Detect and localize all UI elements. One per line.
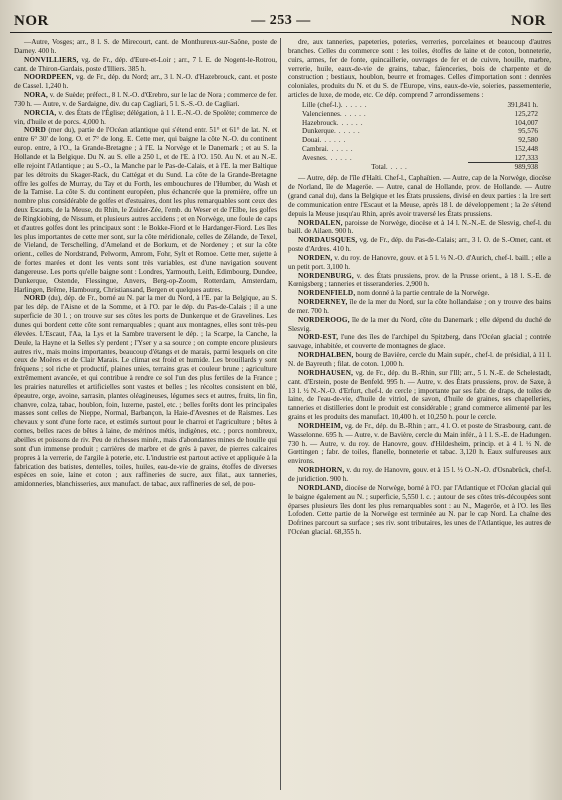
entry-text: bourg de Bavière, cercle du Main supér., chef-l. de présidial, à 11 l. N. de Bayreuth ; filat. de coton. 1,000 h. (288, 351, 551, 368)
dictionary-entry (14, 126, 277, 294)
population-row: Cambrai...... 152,448 (302, 144, 538, 153)
dictionary-entry (288, 333, 551, 351)
entry-text: (du), dép. de Fr., borné au N. par la mer du Nord, à l'E. par la Belgique, au S. par les dép. de l'Aisne et de la Somme, et à l'O. par le dép. du Pas-de-Calais ; il a une superficie de 30 l. ; on trouve sur ses côtes les ports de Dunkerque et de Gravelines. Les dunes qui bordent cette côte sont remarquables ; quant aux montagnes, elles sont très-peu élevées. L'Escaut, l'Aa, la Lys et la Sambre traversent le dép. ; la Scarpe, la Canche, la Deule, la Hayne et la Selles s'y perdent ; l'Yser y a sa source ; on compte encore plusieurs autres riv., mais moins importantes, beaucoup d'étangs et de marais, parmi lesquels on cite ceux de Moëres et de Clair Marais. Le climat est froid et humide. Les brouillards y sont fréquens ; sol riche et productif, plaines unies, terrains gras et couleur brune ; agriculture extrêmement avancée, et qui contribue à rendre ce sol l'un des plus fertiles de la France ; les prairies naturelles et artificielles sont vastes et belles ; les récoltes consistent en blé, épeautre, orge, avoine, sarrasin, plantes oléagineuses, légumes secs et autres, fruits, lin fin, chanvre, colza, tabac, houblon, foin, luzerne, pastel, etc. ; belles forêts dont les principales masses sont celles de Nieppe, Normal, Barbançon, la Haie-d'Avesnes et de Raismes. Les chevaux y sont d'une forte race, et estimés surtout pour le charroi et l'agriculture ; bêtes à cornes, belles races de bêtes à laine, de mérinos métis, indigènes, etc. ; porcs nombreux, abeilles et poissons de riv. Peu de richesses minér., mais d'abondantes mines de houille qui sont d'un immense produit ; carrières de marbre et de grès à paver, de pierres calcaires propres à la verrerie, de l'argile à poterie, etc. L'industrie est partout active et appliquée à la fabrication des batistes, dentelles, toiles, huiles, eau-de-vie de grains, étoffes de diverses espèces en soie, laine et coton ; aux raffineries de sucre, aux filat., aux tanneries, amidonneries, blanchisseries, aux manufact. de tabac, aux raffineries de sel, de pou- (14, 294, 277, 489)
dictionary-entry (14, 109, 277, 127)
page-number: — 253 — (251, 13, 311, 28)
dictionary-entry (288, 254, 551, 272)
page-header (0, 10, 562, 32)
dictionary-entry (288, 219, 551, 237)
arrondissement-name: Avesnes (302, 153, 326, 162)
entry-text: — Autre, dép. de l'île d'Haïti. Chef-l., Caphaïtien. — Autre, cap de la Norwège, diocèse de Norland, île de Mageröe. — Autre, canal de Hollande, prov. de Hollande. — Autre (grand canal du), dans la Belgique et les États prussiens, divisé en deux parties : la 1re sert de communication entre l'Escaut et la Meuse, après 18 l. de développement ; la 2e s'étend depuis la Meuse jusqu'au Rhin, après avoir traversé les États prussiens. (288, 174, 551, 218)
arrondissement-name: Lille (chef-l.) (302, 100, 341, 109)
entry-text: v. de Suède; préfect., 8 l. N.-O. d'Œrebro, sur le lac de Nora ; commerce de fer. 730 h. — Autre, v. de Sardaigne, div. du cap Cagliari, 5 l. S.-S.-O. de Cagliari. (14, 91, 277, 108)
header-right-catchword: NOR (511, 13, 546, 29)
entry-text: v. des États prussiens, prov. de la Prusse orient., à 18 l. S.-E. de Kœnigsberg ; tanneries et tisseranderies. 2,900 h. (288, 271, 551, 289)
entry-headword: NORDLAND, (298, 483, 344, 492)
arrondissement-name: Valenciennes (302, 109, 340, 118)
right-column-entries (288, 174, 551, 537)
entry-text: vg. de Fr., dép. du B.-Rhin ; arr., 4 l. O. et poste de Strasbourg, cant. de Wasselonne. 695 h. — Autre, v. de Bavière, cercle du Main infér., à 1 l. S.-E. de Hadungen. 730 h. — Autre, v. du roy. de Hanovre, gouv. d'Hildesheim, princip. et à 4 l. ½ N. de Gœttingen ; fabr. de toiles, flanelle, bonneterie et tabac. 3,120 h. Eaux sulfureuses aux environs. (288, 421, 551, 466)
dictionary-entry (14, 73, 277, 91)
arrondissement-name: Hazebrouck (302, 118, 337, 127)
dictionary-entry (288, 466, 551, 484)
entry-headword: NORDHEIM, (298, 421, 343, 430)
entry-headword: NORDERNEY, (298, 298, 348, 307)
dictionary-entry (288, 174, 551, 218)
entry-text: île de la mer du Nord, côte du Danemark ; elle dépend du duché de Slesvig. (288, 315, 551, 333)
entry-headword: NORDEROOG, (298, 315, 350, 324)
arrondissement-population: 152,448 (514, 144, 538, 153)
right-column (288, 38, 551, 788)
population-row: Avesnes...... 127,333 (302, 153, 538, 162)
population-row: Hazebrouck...... 104,007 (302, 118, 538, 127)
entry-text: v. des États de l'Église; délégation, à 1 l. E.-N.-O. de Spolète; commerce de vin, d'huile et de porcs. 4,000 h. (14, 108, 277, 126)
entry-headword: NORD (24, 126, 46, 135)
arrondissement-population: 95,576 (518, 127, 538, 136)
population-row: Dunkerque...... 95,576 (302, 127, 538, 136)
entry-headword: NORDHORN, (298, 466, 345, 475)
arrondissement-population: 125,272 (514, 109, 538, 118)
dictionary-entry (288, 369, 551, 422)
entry-text: diocèse de Norwège, borné à l'O. par l'Atlantique et l'Océan glacial qui le baigne également au N. ; superficie, 5,550 l. c. ; autour de ses côtes très-découpées sont éparses plusieurs îles dont les plus remarquables sont : au N., Mageröe, et à l'O. les îles Lofoden. Cette partie de la Norwège est terminée au N. par le cap Nord. La chaîne des Dofrines parcourt sa surface ; ses riv. sont tributaires, les unes de l'Atlantique, les autres de l'Océan glacial. 68,355 h. (288, 483, 551, 537)
entry-headword: NORDHALBEN, (298, 351, 354, 360)
population-row: Douai...... 92,580 (302, 136, 538, 145)
entry-text: vg. de Fr., dép. du Pas-de-Calais; arr., 3 l. O. de S.-Omer, cant. et poste d'Ardres. 410 h. (288, 236, 551, 254)
arrondissement-population: 127,333 (514, 153, 538, 162)
entry-headword: NOORDPEEN, (24, 73, 74, 82)
entry-headword: NONVILLIERS, (24, 55, 79, 64)
arrondissement-population: 92,580 (518, 136, 538, 145)
dictionary-entry (14, 294, 277, 489)
entry-headword: NORDHAUSEN, (298, 368, 354, 377)
entry-text: (mer du), partie de l'Océan atlantique qui s'étend entr. 51° et 61° de lat. N. et entre 6° 30' de long. O. et 7° de long. E. Cette mer, qui baigne la côte N.-O. du continent europ. entre, à l'O., la Grande-Bretagne ; à l'E. la Norvège et le Danemark ; et au S. la Hollande et la Belgique. Du N. au S. elle a 250 l., et de l'E. à l'O. 150. Au N. et au N.-E. elle rejoint l'Atlantique ; au S.-O., la Manche par le Pas-de-Calais, et à l'E. la mer Baltique par les détroits du Skager-Rack, du Cattégat et du Sund. La côte de la Grande-Bretagne offre les golfes de Murray, du Tay et du Forth, les embouchures de l'Humber, du Wash et de la Tamise. La côte S. du continent européen, plus échancrée que la première, offre un nombre plus considérable de golfes et d'estuaires, dont les plus remarquables sont ceux des deux Escauts, de la Meuse, du Rhin, le Zuider-Zée, l'emb. du Weser et de l'Elbe, les golfes de Ringkiobing, de Nissum, et plusieurs autres accidens ; et en Norwège, une foule de caps et d'autres golfes dont les principaux sont : le Bokke-Fiord et le Hardanger-Fiord. Les îles les plus importantes de cette mer sont, sur la côte méridionale, celles de Zélande, de Texel, de Vieland, de Terschelling, d'Ameland et de Borkum, et de Nordeney ; et sur la côte orient., celles de Nordstrand, Pelworm, Amrom, Fohr, Sylt et Romoe. Cette mer, sujette à de fortes marées et dont les vents sont très variables, est d'une navigation souvent dangereuse. Les ports qu'elle baigne sont : Londres, Yarmouth, Leith, Edimbourg, Dundee, Dunkerque, Ostende, Flessingue, Anvers, Berg-op-Zoom, Rotterdam, Amsterdam, Harlingen, Brême, Hambourg, Christiansand, Bergen et quelques autres. (14, 126, 277, 294)
entry-headword: NORDEN, (298, 253, 333, 262)
dictionary-entry (288, 484, 551, 537)
population-row: Valenciennes...... 125,272 (302, 109, 538, 118)
dictionary-entry (288, 236, 551, 254)
entry-headword: NORDAUSQUES, (298, 236, 358, 245)
dictionary-entry (288, 316, 551, 334)
dictionary-entry (288, 289, 551, 298)
entry-text: l'une des îles de l'archipel du Spitzberg, dans l'Océan glacial ; contrée sauvage, inhabitée, et couverte de montagnes de glace. (288, 333, 551, 351)
header-rule (10, 32, 552, 33)
population-total-label: Total (371, 162, 386, 171)
header-left-catchword: NOR (14, 13, 49, 29)
entry-text: vg. de Fr., dép. du Nord; arr., 3 l. N.-O. d'Hazebrouck, cant. et poste de Cassel. 1,240 h. (14, 73, 277, 91)
dictionary-entry (288, 298, 551, 316)
entry-text: vg. de Fr., dép. d'Eure-et-Loir ; arr., 7 l. E. de Nogent-le-Rotrou, cant. de Thiron-Gardais, poste d'Illiers. 385 h. (14, 55, 277, 73)
entry-headword: NORD (24, 294, 46, 303)
population-table (302, 101, 538, 172)
entry-headword: NORCIA, (24, 108, 57, 117)
arrondissement-name: Douai (302, 136, 320, 145)
arrondissement-population: 391,841 h. (507, 100, 538, 109)
population-row: Lille (chef-l.)...... 391,841 h. (302, 100, 538, 109)
arrondissement-name: Dunkerque (302, 127, 334, 136)
dictionary-entry (14, 38, 277, 56)
dictionary-entry (14, 91, 277, 109)
arrondissement-name: Cambrai (302, 144, 327, 153)
entry-text: —Autre, Vosges; arr., 8 l. S. de Mirecourt, cant. de Monthureux-sur-Saône, poste de Darney. 400 h. (14, 38, 277, 55)
entry-text: paroisse de Norwège, diocèse et à 14 l. N.-N.-E. de Slesvig, chef-l. du baill. de Ailaen. 900 h. (288, 218, 551, 236)
entry-text: île de la mer du Nord, sur la côte hollandaise ; on y trouve des bains de mer. 700 h. (288, 298, 551, 315)
population-total-value: 989,938 (514, 163, 538, 172)
entry-headword: NORDENFIELD, (298, 289, 356, 298)
entry-text: vg. de Fr., dép. du B.-Rhin, sur l'Ill; arr., 5 l. N.-E. de Schelestadt, cant. d'Erstein, poste de Benfeld. 995 h. — Autre, v. des États prussiens, prov. de Saxe, à 13 l. ½ N.-N.-O. d'Erfurt, chef-l. de cercle ; importante par ses fabr. de draps, de toiles de laine, de l'eau-de-vie, d'huile de vitriol, de savon, d'huile de graines, ses chapelleries, tanneries et distilleries dont le produit est considérable ; grand commerce alimenté par les grains et les produits des manufact. 10,400 h. et 10,250 h. pour le cercle. (288, 368, 551, 422)
entry-headword: NORA, (24, 91, 48, 100)
dictionary-entry (14, 56, 277, 74)
population-total-row: Total..... 989,938 (371, 162, 538, 172)
dictionary-entry (288, 272, 551, 290)
entry-text: v. du roy. de Hanovre, gouv. et à 5 l. ⅓ N.-O. d'Aurich, chef-l. baill. ; elle a un petit port. 3,100 h. (288, 253, 551, 271)
entry-text: nom donné à la partie centrale de la Norwège. (357, 289, 490, 298)
arrondissement-population: 104,007 (514, 118, 538, 127)
right-column-intro: dre, aux tanneries, papeteries, poteries, verreries, porcelaines et beaucoup d'autres branches. Celles du commerce sont : les toiles, étoffes de laine et de coton, bonneterie, cuirs, armes, fer de fonte, quincaillerie, ouvrages de fer et de cuivre, houille, marbre, verrerie, huile, eaux-de-vie de grains, tabac, faïenceries, bois de charpente et de construction ; bestiaux, houblon, beurre et fromages. Celles d'importation sont : denrées coloniales, produits du N. et du S. de l'Europe, vins, eaux-de-vie, soieries, passementerie, articles de luxe, de mode, etc. Ce dép. comprend 7 arrondissemens : (288, 38, 551, 100)
entry-headword: NORDALEN, (298, 218, 343, 227)
entry-text: v. du roy. de Hanovre, gouv. et à 15 l. ½ O.-N.-O. d'Osnabrück, chef-l. de juridiction. 900 h. (288, 466, 551, 483)
dictionary-entry (288, 422, 551, 466)
left-column (14, 38, 277, 788)
dictionary-entry (288, 351, 551, 369)
column-divider (280, 38, 281, 790)
entry-headword: NORD-EST, (298, 333, 339, 342)
entry-headword: NORDENBURG, (298, 271, 354, 280)
